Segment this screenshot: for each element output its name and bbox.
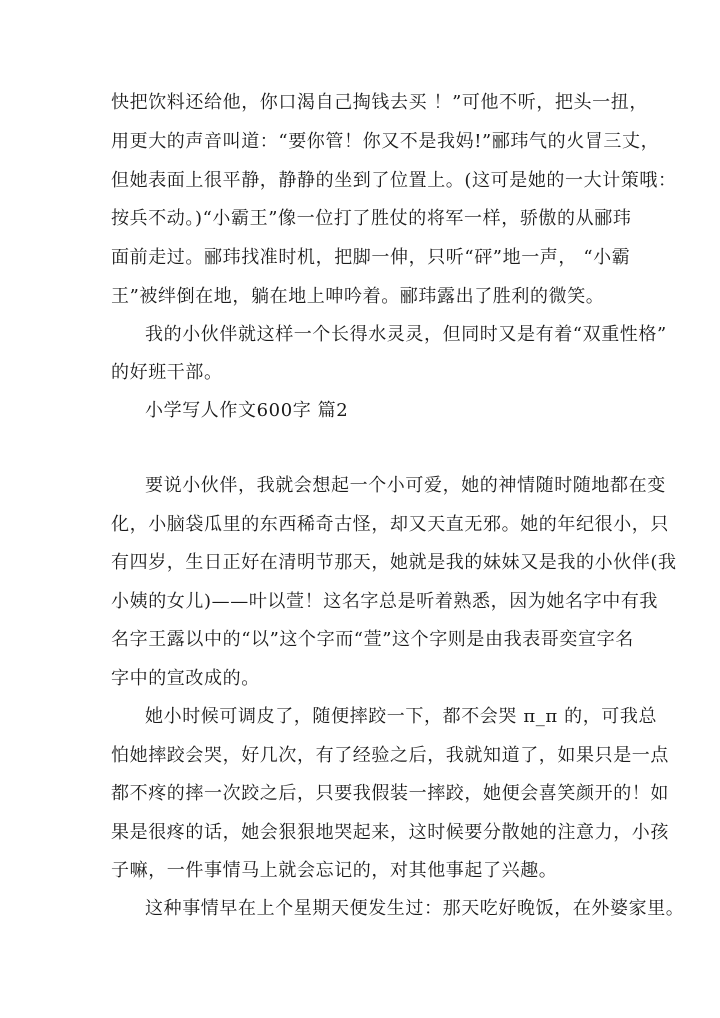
text-line: 子嘛，一件事情马上就会忘记的，对其他事起了兴趣。 <box>111 860 558 881</box>
text-line: 名字王露以中的“以”这个字而“萱”这个字则是由我表哥奕宣字名 <box>111 629 634 650</box>
section-heading: 小学写人作文600字 篇2 <box>145 400 349 421</box>
text-line: 按兵不动。)“小霸王”像一位打了胜仗的将军一样，骄傲的从郦玮 <box>111 208 632 229</box>
text-line: 我的小伙伴就这样一个长得水灵灵，但同时又是有着“双重性格” <box>145 324 667 345</box>
text-line: 都不疼的摔一次跤之后，只要我假装一摔跤，她便会喜笑颜开的！如 <box>111 783 669 804</box>
text-line: 面前走过。郦玮找准时机，把脚一伸，只听“砰”地一声， “小霸 <box>111 247 631 268</box>
text-line: 她小时候可调皮了，随便摔跤一下，都不会哭 π_π 的，可我总 <box>145 706 658 727</box>
text-line: 小姨的女儿)——叶以萱！这名字总是听着熟悉，因为她名字中有我 <box>111 591 659 612</box>
text-line: 快把饮料还给他，你口渴自己掏钱去买 ！”可他不听，把头一扭， <box>111 92 648 113</box>
text-line: 用更大的声音叫道：“要你管！你又不是我妈!”郦玮气的火冒三丈， <box>111 131 660 152</box>
text-line: 果是很疼的话，她会狠狠地哭起来，这时候要分散她的注意力，小孩 <box>111 822 669 843</box>
text-line: 有四岁，生日正好在清明节那天，她就是我的妹妹又是我的小伙伴(我 <box>111 552 677 573</box>
text-line: 化，小脑袋瓜里的东西稀奇古怪，却又天直无邪。她的年纪很小，只 <box>111 514 669 535</box>
text-line: 但她表面上很平静，静静的坐到了位置上。(这可是她的一大计策哦： <box>111 170 677 191</box>
text-line: 这种事情早在上个星期天便发生过：那天吃好晚饭，在外婆家里。 <box>145 898 685 919</box>
text-line: 的好班干部。 <box>111 362 223 383</box>
text-line: 要说小伙伴，我就会想起一个小可爱，她的神情随时随地都在变 <box>145 475 666 496</box>
text-line: 王”被绊倒在地，躺在地上呻吟着。郦玮露出了胜利的微笑。 <box>111 286 605 307</box>
text-line: 字中的宣改成的。 <box>111 668 260 689</box>
text-line: 怕她摔跤会哭，好几次，有了经验之后，我就知道了，如果只是一点 <box>111 745 669 766</box>
